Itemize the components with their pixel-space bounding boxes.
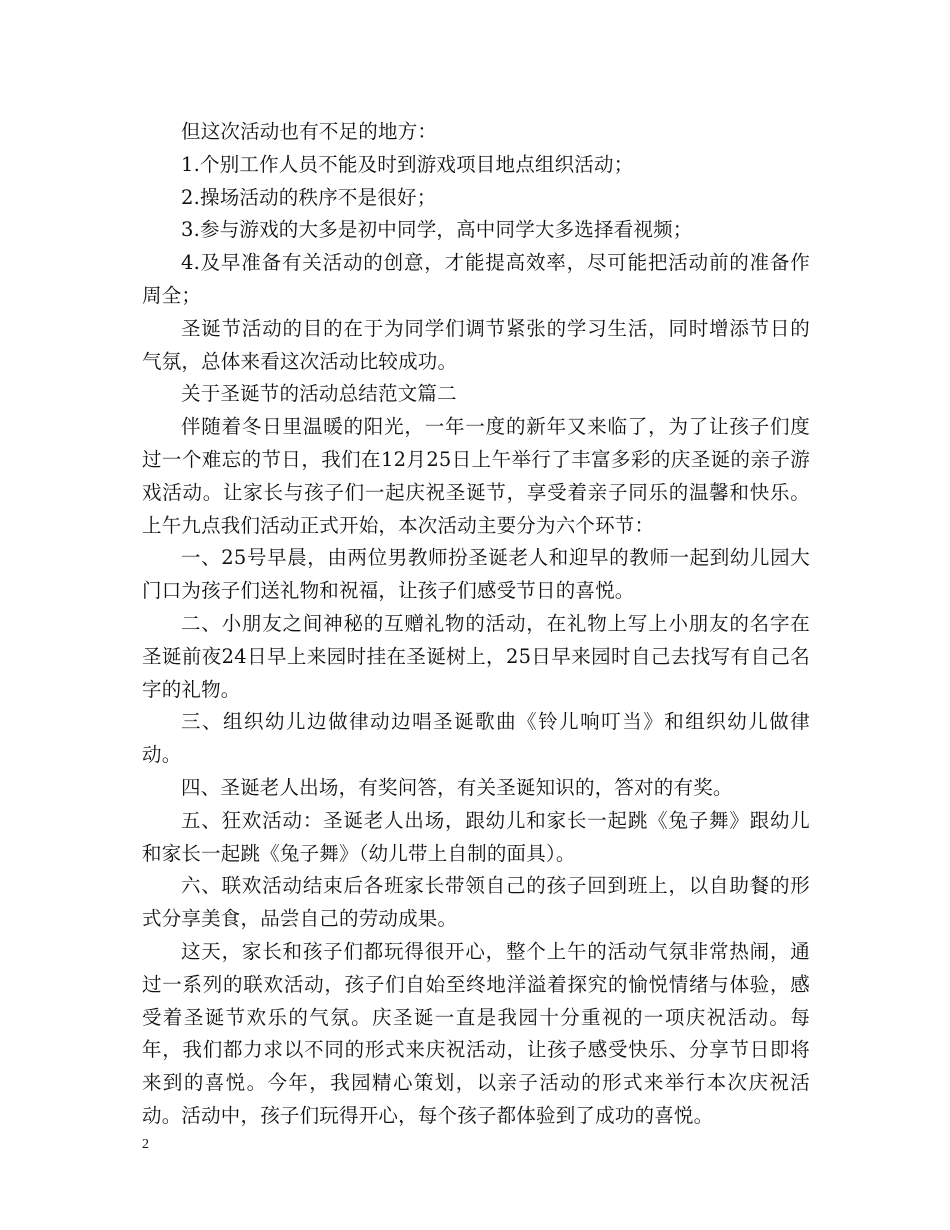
paragraph-shortcomings-intro: 但这次活动也有不足的地方： <box>181 120 438 143</box>
paragraph-shortcoming-3: 3.参与游戏的大多是初中同学，高中同学大多选择看视频； <box>181 218 693 242</box>
paragraph-purpose-summary: 圣诞节活动的目的在于为同学们调节紧张的学习生活，同时增添节日的气氛，总体来看这次活动比较成功。 <box>142 316 810 373</box>
paragraph-conclusion: 这天，家长和孩子们都玩得很开心，整个上午的活动气氛非常热闹，通过一系列的联欢活动，孩子们自始至终地洋溢着探究的愉悦情绪与体验，感受着圣诞节欢乐的气氛。庆圣诞一直是我园十分重视的一项庆祝活动。每年，我们都力求以不同的形式来庆祝活动，让孩子感受快乐、分享节日即将来到的喜悦。今年，我园精心策划，以亲子活动的形式来举行本次庆祝活动。活动中，孩子们玩得开心，每个孩子都体验到了成功的喜悦。 <box>142 939 810 1127</box>
paragraph-step-6: 六、联欢活动结束后各班家长带领自己的孩子回到班上，以自助餐的形式分享美食，品尝自己的劳动成果。 <box>142 874 810 931</box>
paragraph-shortcoming-4: 4.及早准备有关活动的创意，才能提高效率，尽可能把活动前的准备作周全； <box>142 251 810 307</box>
paragraph-step-2: 二、小朋友之间神秘的互赠礼物的活动，在礼物上写上小朋友的名字在圣诞前夜24日早上来园时挂在圣诞树上，25日早来园时自己去找写有自己名字的礼物。 <box>142 611 810 701</box>
paragraph-step-1: 一、25号早晨，由两位男教师扮圣诞老人和迎早的教师一起到幼儿园大门口为孩子们送礼物和祝福，让孩子们感受节日的喜悦。 <box>142 546 810 603</box>
paragraph-step-5: 五、狂欢活动：圣诞老人出场，跟幼儿和家长一起跳《兔子舞》跟幼儿和家长一起跳《兔子舞》（幼儿带上自制的面具）。 <box>142 808 810 865</box>
paragraph-step-3: 三、组织幼儿边做律动边唱圣诞歌曲《铃儿响叮当》和组织幼儿做律动。 <box>142 710 810 767</box>
paragraph-shortcoming-1: 1.个别工作人员不能及时到游戏项目地点组织活动； <box>181 152 634 176</box>
paragraph-shortcoming-2: 2.操场活动的秩序不是很好； <box>181 185 437 209</box>
paragraph-step-4: 四、圣诞老人出场，有奖问答，有关圣诞知识的，答对的有奖。 <box>181 775 733 799</box>
document-body <box>142 116 810 1133</box>
paragraph-introduction: 伴随着冬日里温暖的阳光，一年一度的新年又来临了，为了让孩子们度过一个难忘的节日，我们在12月25日上午举行了丰富多彩的庆圣诞的亲子游戏活动。让家长与孩子们一起庆祝圣诞节，享受着亲子同乐的温馨和快乐。上午九点我们活动正式开始，本次活动主要分为六个环节： <box>142 415 810 537</box>
page-number: 2 <box>142 1137 149 1152</box>
section-heading: 关于圣诞节的活动总结范文篇二 <box>181 382 457 406</box>
